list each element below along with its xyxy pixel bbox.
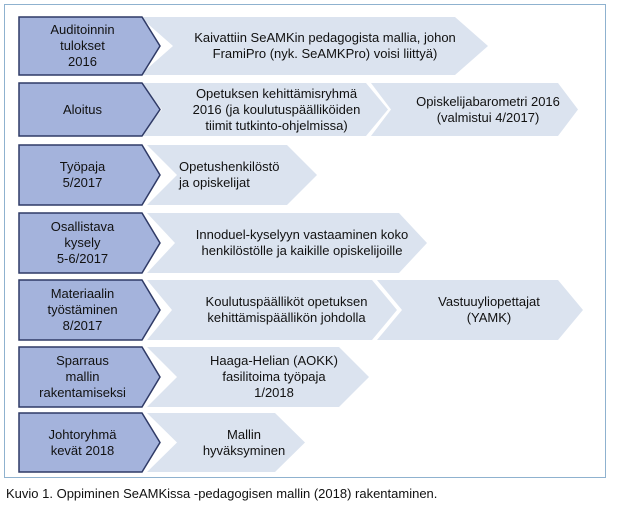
stage-label: Materiaalin työstäminen 8/2017 [47, 286, 118, 333]
detail-label: Innoduel-kyselyyn vastaaminen koko henkilöstölle ja kaikille opiskelijoille [195, 227, 409, 258]
stage-label: Osallistava kysely 5-6/2017 [50, 219, 115, 266]
stage-label: Sparraus mallin rakentamiseksi [39, 353, 126, 400]
detail-label: Mallin hyväksyminen [202, 426, 286, 458]
detail-label: Opiskelijabarometri 2016 (valmistui 4/2017) [416, 93, 560, 125]
stage-label: Työpaja 5/2017 [59, 159, 106, 190]
stage-label: Aloitus [62, 101, 103, 117]
stage-label: Johtoryhmä kevät 2018 [48, 426, 117, 458]
detail-label: Opetuksen kehittämisryhmä 2016 (ja koulutuspäälliköiden tiimit tutkinto-ohjelmissa) [192, 85, 361, 133]
detail-label: Vastuuyliopettajat (YAMK) [438, 294, 540, 325]
detail-label: Haaga-Helian (AOKK) fasilitoima työpaja 1/2018 [210, 353, 338, 400]
detail-label: Koulutuspäälliköt opetuksen kehittämispäällikön johdolla [205, 294, 368, 325]
detail-label: Opetushenkilöstö ja opiskelijat [179, 159, 280, 190]
stage-label: Auditoinnin tulokset 2016 [50, 22, 115, 69]
detail-label: Kaivattiin SeAMKin pedagogista mallia, johon FramiPro (nyk. SeAMKPro) voisi liittyä) [194, 30, 456, 61]
figure-caption: Kuvio 1. Oppiminen SeAMKissa -pedagogisen mallin (2018) rakentaminen. [6, 486, 438, 501]
